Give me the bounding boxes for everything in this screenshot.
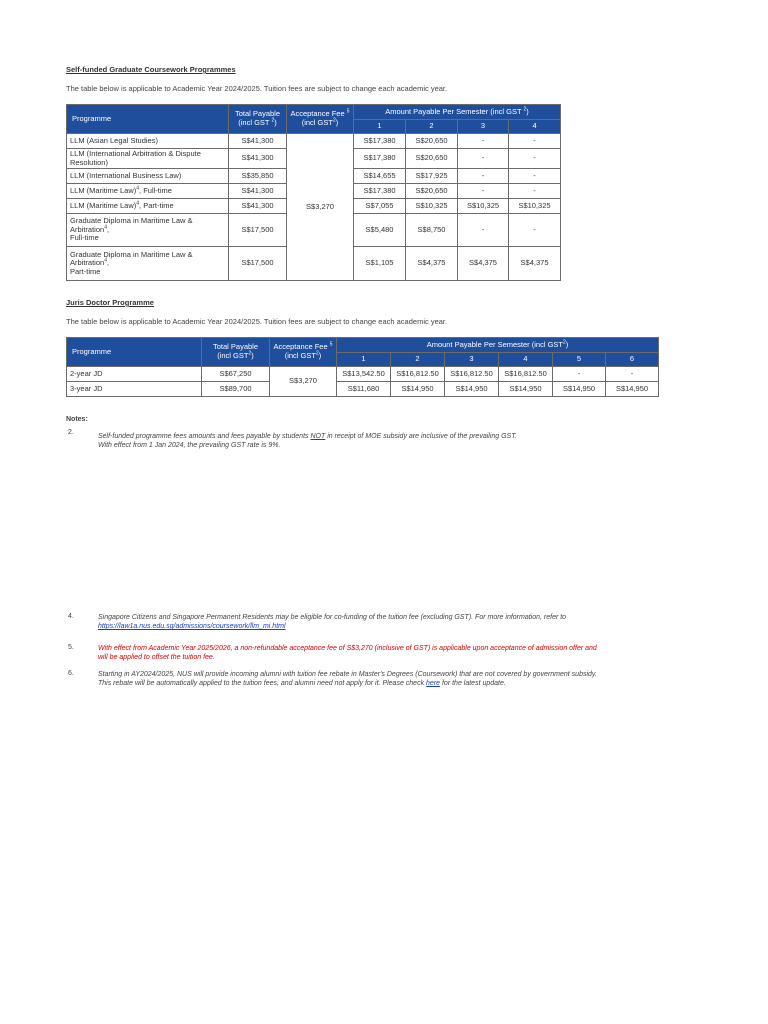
semester-cell: S$11,680: [337, 382, 391, 397]
col-header-semester-4: 4: [499, 353, 553, 367]
col-header-semester-1: 1: [354, 120, 406, 134]
semester-cell: S$17,380: [354, 184, 406, 199]
total-payable-cell: S$35,850: [229, 169, 287, 184]
col-header-programme: Programme: [67, 105, 229, 134]
section-intro-graduate-coursework: The table below is applicable to Academic Year 2024/2025. Tuition fees are subject to change each academic year.: [66, 84, 448, 93]
note-2-emphasis: NOT: [310, 433, 326, 440]
graduate-coursework-fee-table: [66, 104, 561, 281]
semester-cell: S$14,950: [391, 382, 445, 397]
semester-cell: S$16,812.50: [391, 367, 445, 382]
semester-cell: -: [458, 149, 509, 169]
programme-cell: LLM (International Arbitration & Dispute Resolution): [67, 149, 229, 169]
col-header-semester-3: 3: [458, 120, 509, 134]
semester-cell: S$20,650: [406, 134, 458, 149]
table-row: [67, 134, 561, 149]
semester-cell: S$14,950: [606, 382, 659, 397]
note-2-text: Self-funded programme fees amounts and fees payable by students NOT in receipt of MOE subsidy are inclusive of the prevailing GST. With effect from 1 Jan 2024, the prevailing GST rate is 9%.: [98, 433, 517, 450]
programme-cell: Graduate Diploma in Maritime Law & Arbitration$^4$, Full-time: [67, 214, 229, 247]
semester-cell: S$10,325: [406, 199, 458, 214]
note-number: 5.: [68, 644, 74, 651]
programme-cell: 2-year JD: [67, 367, 202, 382]
col-header-acceptance-fee: Acceptance Fee $^5$ (incl GST$^2$): [270, 338, 337, 367]
semester-cell: -: [509, 169, 561, 184]
programme-cell: LLM (Maritime Law)$^4$, Part-time: [67, 199, 229, 214]
semester-cell: -: [606, 367, 659, 382]
semester-cell: -: [509, 214, 561, 247]
semester-cell: S$17,925: [406, 169, 458, 184]
col-header-semester-6: 6: [606, 353, 659, 367]
semester-cell: S$16,812.50: [499, 367, 553, 382]
semester-cell: -: [553, 367, 606, 382]
notes-title: Notes:: [66, 416, 88, 423]
programme-cell: LLM (Maritime Law)$^4$, Full-time: [67, 184, 229, 199]
semester-cell: -: [458, 214, 509, 247]
semester-cell: S$14,950: [553, 382, 606, 397]
col-header-total-payable: Total Payable (incl GST$^2$): [202, 338, 270, 367]
section-title-juris-doctor: Juris Doctor Programme: [66, 298, 154, 307]
note-number: 4.: [68, 613, 74, 620]
semester-cell: S$17,380: [354, 134, 406, 149]
col-header-semester-3: 3: [445, 353, 499, 367]
col-header-amount-payable: Amount Payable Per Semester (incl GST$^2$): [337, 338, 659, 353]
total-payable-cell: S$67,250: [202, 367, 270, 382]
total-payable-cell: S$89,700: [202, 382, 270, 397]
table-row: [67, 367, 659, 382]
semester-cell: S$14,950: [445, 382, 499, 397]
semester-cell: S$20,650: [406, 149, 458, 169]
acceptance-fee-cell: S$3,270: [287, 134, 354, 281]
semester-cell: S$10,325: [458, 199, 509, 214]
semester-cell: -: [458, 134, 509, 149]
note-5-text: With effect from Academic Year 2025/2026, a non-refundable acceptance fee of S$3,270 (inclusive of GST) is applicable upon acceptance of admission offer and will be applied to offset the tuition fee.: [98, 645, 597, 662]
total-payable-cell: S$41,300: [229, 134, 287, 149]
note-6-text: Starting in AY2024/2025, NUS will provide incoming alumni with tuition fee rebate in Master's Degrees (Coursework) that are not covered by government subsidy. This rebate will be automatically applied to the tuition fees, and alumni need not apply for it. Please check here for the latest update.: [98, 671, 597, 688]
programme-cell: 3-year JD: [67, 382, 202, 397]
col-header-semester-2: 2: [391, 353, 445, 367]
semester-cell: S$8,750: [406, 214, 458, 247]
semester-cell: S$1,105: [354, 247, 406, 281]
total-payable-cell: S$41,300: [229, 199, 287, 214]
semester-cell: S$4,375: [458, 247, 509, 281]
juris-doctor-fee-table: [66, 337, 659, 397]
acceptance-fee-cell: S$3,270: [270, 367, 337, 397]
semester-cell: -: [458, 169, 509, 184]
note-number: 2.: [68, 429, 74, 436]
semester-cell: -: [509, 184, 561, 199]
semester-cell: -: [509, 149, 561, 169]
semester-cell: S$20,650: [406, 184, 458, 199]
col-header-amount-payable: Amount Payable Per Semester (incl GST $^2$): [354, 105, 561, 120]
total-payable-cell: S$17,500: [229, 214, 287, 247]
semester-cell: S$5,480: [354, 214, 406, 247]
semester-cell: S$7,055: [354, 199, 406, 214]
col-header-total-payable: Total Payable (incl GST $^2$): [229, 105, 287, 134]
col-header-semester-5: 5: [553, 353, 606, 367]
semester-cell: -: [509, 134, 561, 149]
table-row: [67, 382, 659, 397]
semester-cell: S$4,375: [509, 247, 561, 281]
semester-cell: S$16,812.50: [445, 367, 499, 382]
note-number: 6.: [68, 670, 74, 677]
col-header-semester-4: 4: [509, 120, 561, 134]
programme-cell: LLM (International Business Law): [67, 169, 229, 184]
semester-cell: S$10,325: [509, 199, 561, 214]
section-title-graduate-coursework: Self-funded Graduate Coursework Programmes: [66, 65, 236, 74]
semester-cell: S$14,950: [499, 382, 553, 397]
col-header-acceptance-fee: Acceptance Fee $^5$ (incl GST$^2$): [287, 105, 354, 134]
semester-cell: S$13,542.50: [337, 367, 391, 382]
semester-cell: -: [458, 184, 509, 199]
col-header-semester-2: 2: [406, 120, 458, 134]
note-4-text: Singapore Citizens and Singapore Permanent Residents may be eligible for co-funding of the tuition fee (excluding GST). For more information, refer to https://law1a.nus.edu.sg/admissions/coursework/llm_mi.html: [98, 614, 567, 631]
total-payable-cell: S$41,300: [229, 184, 287, 199]
col-header-semester-1: 1: [337, 353, 391, 367]
semester-cell: S$14,655: [354, 169, 406, 184]
programme-cell: LLM (Asian Legal Studies): [67, 134, 229, 149]
total-payable-cell: S$17,500: [229, 247, 287, 281]
semester-cell: S$17,380: [354, 149, 406, 169]
section-intro-juris-doctor: The table below is applicable to Academic Year 2024/2025. Tuition fees are subject to change each academic year.: [66, 317, 448, 326]
col-header-programme: Programme: [67, 338, 202, 367]
coursework-link[interactable]: https://law1a.nus.edu.sg/admissions/coursework/llm_mi.html: [98, 623, 286, 631]
programme-cell: Graduate Diploma in Maritime Law & Arbitration$^4$, Part-time: [67, 247, 229, 281]
latest-update-link[interactable]: here: [426, 680, 441, 688]
semester-cell: S$4,375: [406, 247, 458, 281]
total-payable-cell: S$41,300: [229, 149, 287, 169]
